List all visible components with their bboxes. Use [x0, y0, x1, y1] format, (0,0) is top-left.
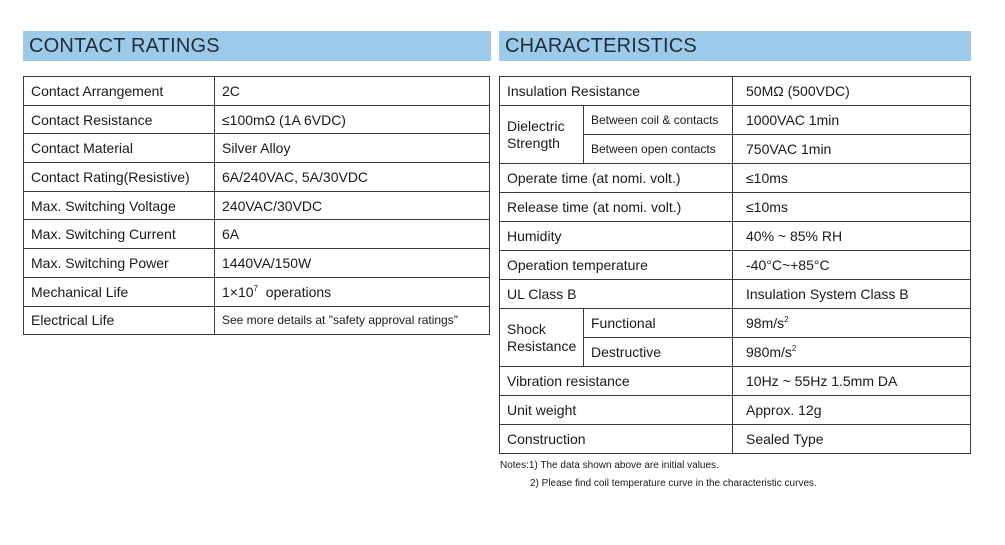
row-label: Max. Switching Voltage: [24, 191, 215, 220]
table-row: [24, 105, 490, 134]
table-row: [24, 163, 490, 192]
table-row: [500, 193, 971, 222]
value-base: 980m/s: [746, 344, 792, 360]
row-value: ≤10ms: [733, 193, 971, 222]
row-value: ≤100mΩ (1A 6VDC): [215, 105, 490, 134]
table-row: [500, 280, 971, 309]
row-value: 50MΩ (500VDC): [733, 77, 971, 106]
row-value: 6A/240VAC, 5A/30VDC: [215, 163, 490, 192]
table-row: [500, 106, 971, 135]
row-value: 10Hz ~ 55Hz 1.5mm DA: [733, 367, 971, 396]
row-value: Insulation System Class B: [733, 280, 971, 309]
table-row: [24, 249, 490, 278]
table-row: [500, 77, 971, 106]
row-label: Max. Switching Current: [24, 220, 215, 249]
row-label: Max. Switching Power: [24, 249, 215, 278]
row-value: 2C: [215, 77, 490, 106]
table-row: [500, 425, 971, 454]
row-label: Operate time (at nomi. volt.): [500, 164, 733, 193]
characteristics-title: [499, 31, 971, 61]
value-exponent: 7: [253, 283, 258, 293]
row-value: See more details at "safety approval ratings": [215, 306, 490, 335]
table-row: [24, 306, 490, 335]
note-line-2: 2) Please find coil temperature curve in the characteristic curves.: [530, 478, 817, 489]
sub-label: Between open contacts: [584, 135, 733, 164]
sub-label: Between coil & contacts: [584, 106, 733, 135]
row-value: [733, 338, 971, 367]
row-label: Vibration resistance: [500, 367, 733, 396]
row-value: [733, 309, 971, 338]
row-value: Sealed Type: [733, 425, 971, 454]
row-value: Approx. 12g: [733, 396, 971, 425]
table-row: [500, 222, 971, 251]
row-value: [215, 277, 490, 306]
table-row: [500, 309, 971, 338]
characteristics-title-text: CHARACTERISTICS: [505, 34, 697, 57]
label-line: Dielectric: [507, 117, 565, 134]
row-value: 6A: [215, 220, 490, 249]
row-label: Release time (at nomi. volt.): [500, 193, 733, 222]
row-label: Contact Arrangement: [24, 77, 215, 106]
row-label: Mechanical Life: [24, 277, 215, 306]
value-exponent: 2: [791, 344, 797, 353]
contact-ratings-title-text: CONTACT RATINGS: [29, 34, 220, 57]
table-row: [500, 396, 971, 425]
row-label: Construction: [500, 425, 733, 454]
row-label: Operation temperature: [500, 251, 733, 280]
value-base: 98m/s: [746, 315, 785, 331]
table-row: [500, 164, 971, 193]
sub-label: Functional: [584, 309, 733, 338]
table-row: [24, 191, 490, 220]
row-label: Electrical Life: [24, 306, 215, 335]
row-label: Contact Rating(Resistive): [24, 163, 215, 192]
row-value: 1440VA/150W: [215, 249, 490, 278]
row-value: 1000VAC 1min: [733, 106, 971, 135]
row-value: 40% ~ 85% RH: [733, 222, 971, 251]
row-label: Humidity: [500, 222, 733, 251]
label-line: Resistance: [507, 337, 577, 354]
label-line: Shock: [507, 320, 546, 337]
row-label: UL Class B: [500, 280, 733, 309]
sub-label: Destructive: [584, 338, 733, 367]
row-label: Contact Material: [24, 134, 215, 163]
characteristics-table: [499, 76, 971, 454]
table-row: [500, 251, 971, 280]
row-label: Insulation Resistance: [500, 77, 733, 106]
row-value: 750VAC 1min: [733, 135, 971, 164]
table-row: [24, 77, 490, 106]
table-row: [24, 220, 490, 249]
row-label: Contact Resistance: [24, 105, 215, 134]
table-row: [500, 367, 971, 396]
row-value: Silver Alloy: [215, 134, 490, 163]
row-value: -40°C~+85°C: [733, 251, 971, 280]
note-line-1: Notes:1) The data shown above are initial values.: [500, 460, 719, 471]
contact-ratings-table: [23, 76, 490, 335]
value-exponent: 2: [784, 315, 789, 324]
table-row: [24, 134, 490, 163]
label-line: Strength: [507, 134, 560, 151]
row-value: 240VAC/30VDC: [215, 191, 490, 220]
shock-resistance-label: [500, 309, 584, 367]
contact-ratings-title: [23, 31, 491, 61]
table-row: [24, 277, 490, 306]
dielectric-strength-label: [500, 106, 584, 164]
value-base: 1×10: [222, 283, 254, 300]
row-label: Unit weight: [500, 396, 733, 425]
row-value: ≤10ms: [733, 164, 971, 193]
value-rest: operations: [258, 283, 332, 300]
